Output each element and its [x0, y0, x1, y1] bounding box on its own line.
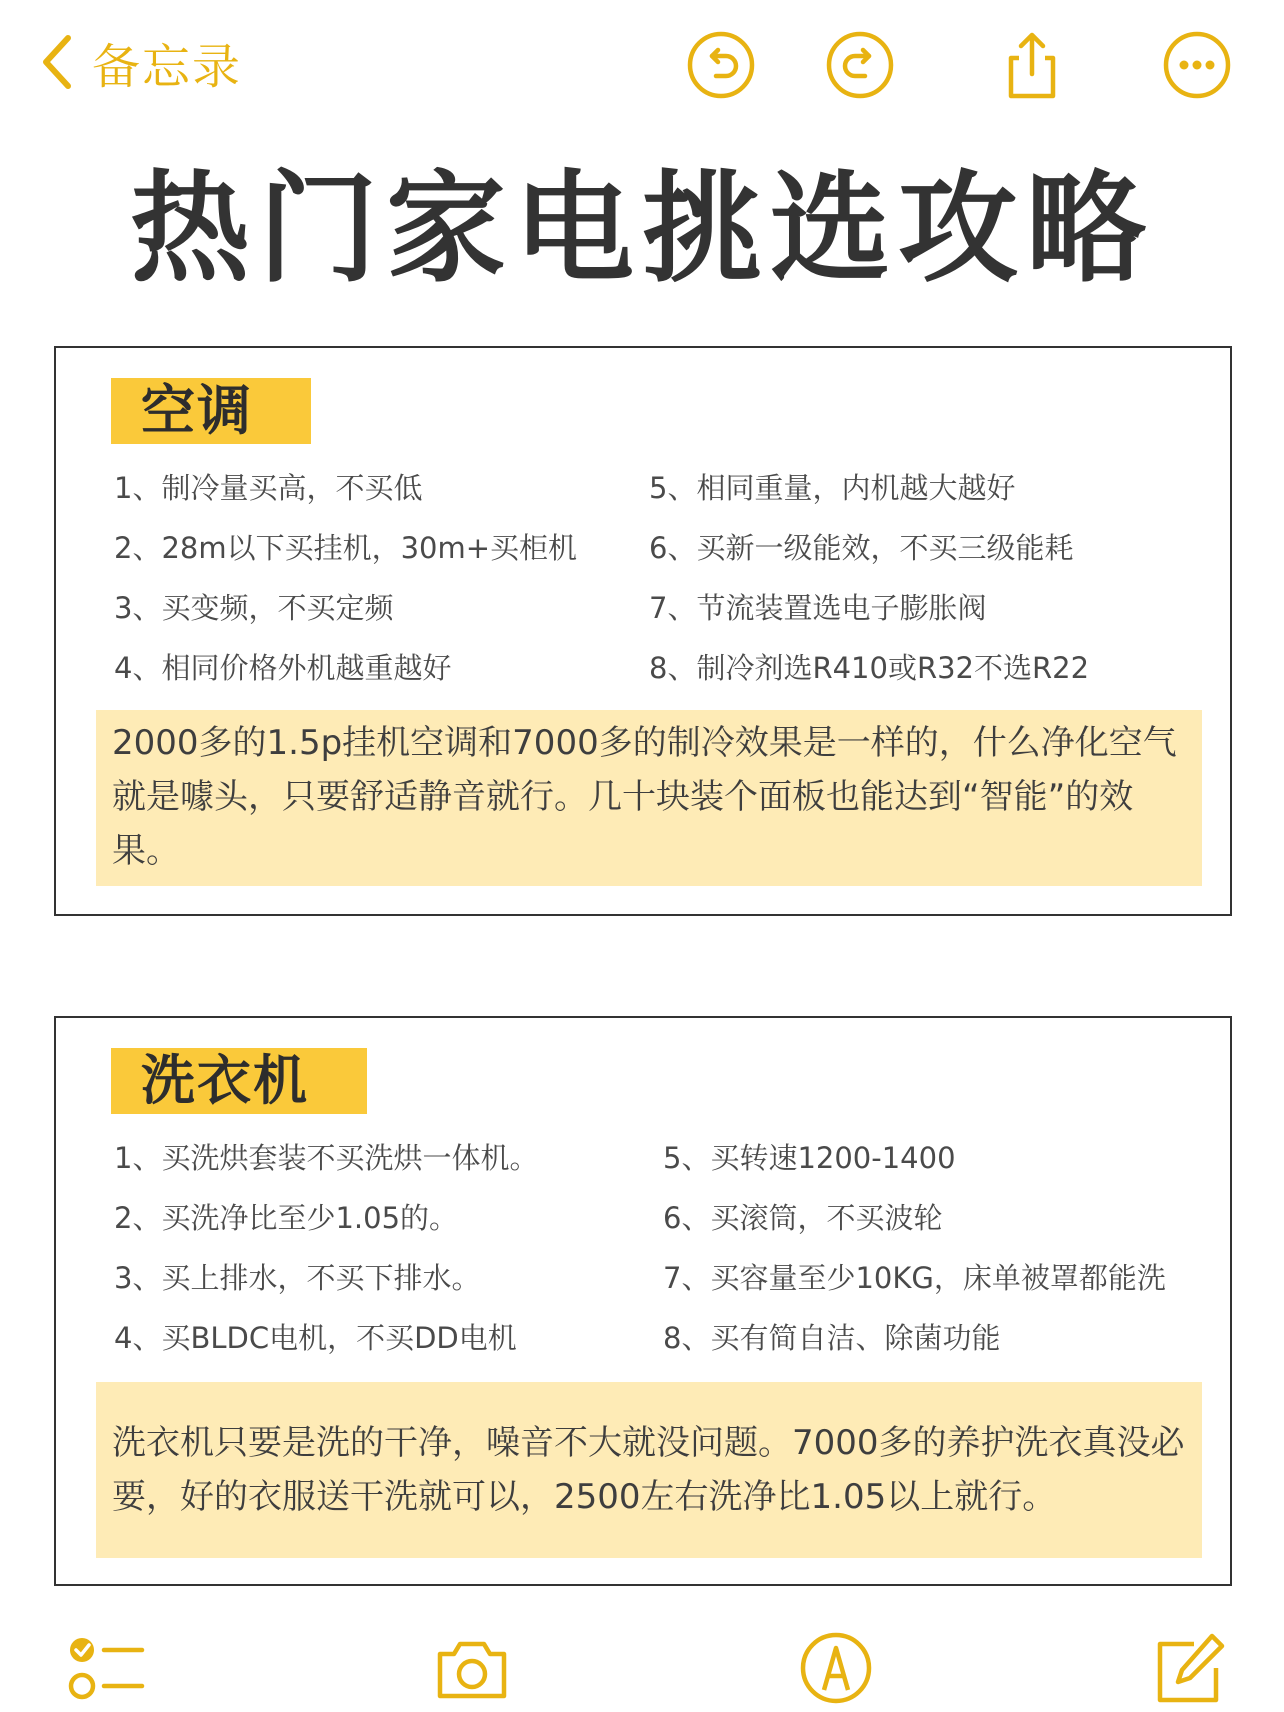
- section-tag: 洗衣机: [111, 1048, 367, 1114]
- undo-icon[interactable]: [686, 30, 756, 100]
- tip-item: 7、买容量至少10KG，床单被罩都能洗: [663, 1261, 1166, 1295]
- share-icon[interactable]: [997, 30, 1067, 100]
- section-card-ac: [54, 346, 1232, 916]
- tip-item: 3、买变频，不买定频: [114, 591, 394, 625]
- page-title: 热门家电挑选攻略: [130, 160, 1154, 299]
- compose-icon[interactable]: [1150, 1628, 1230, 1708]
- bottom-toolbar: [0, 1608, 1284, 1712]
- tip-item: 4、相同价格外机越重越好: [114, 651, 452, 685]
- highlight-note: 洗衣机只要是洗的干净，噪音不大就没问题。7000多的养护洗衣真没必要，好的衣服送干洗就可以，2500左右洗净比1.05以上就行。: [96, 1382, 1202, 1558]
- tips-column-right: [663, 1128, 1166, 1368]
- nav-bar: [0, 0, 1284, 130]
- tip-item: 8、买有简自洁、除菌功能: [663, 1321, 1001, 1355]
- tips-column-right: [649, 458, 1089, 698]
- tip-item: 8、制冷剂选R410或R32不选R22: [649, 651, 1090, 685]
- back-label: 备忘录: [92, 38, 243, 95]
- tips-column-left: [114, 1128, 538, 1368]
- tip-item: 1、买洗烘套装不买洗烘一体机。: [114, 1141, 539, 1175]
- back-button[interactable]: [38, 30, 242, 94]
- tips-list: [114, 458, 1224, 708]
- tip-item: 2、28m以下买挂机，30m+买柜机: [114, 531, 578, 565]
- tip-item: 3、买上排水，不买下排水。: [114, 1261, 481, 1295]
- section-tag: 空调: [111, 378, 311, 444]
- tips-column-left: [114, 458, 577, 698]
- section-card-washer: [54, 1016, 1232, 1586]
- tip-item: 1、制冷量买高，不买低: [114, 471, 423, 505]
- camera-icon[interactable]: [432, 1628, 512, 1708]
- tip-item: 7、节流装置选电子膨胀阀: [649, 591, 987, 625]
- more-icon[interactable]: [1162, 30, 1232, 100]
- chevron-left-icon: [38, 32, 74, 92]
- redo-icon[interactable]: [825, 30, 895, 100]
- highlight-note: 2000多的1.5p挂机空调和7000多的制冷效果是一样的，什么净化空气就是噱头，只要舒适静音就行。几十块装个面板也能达到“智能”的效果。: [96, 710, 1202, 886]
- tips-list: [114, 1128, 1224, 1378]
- tip-item: 6、买滚筒，不买波轮: [663, 1201, 943, 1235]
- tip-item: 5、相同重量，内机越大越好: [649, 471, 1016, 505]
- tip-item: 4、买BLDC电机，不买DD电机: [114, 1321, 517, 1355]
- tip-item: 5、买转速1200-1400: [663, 1141, 956, 1175]
- checklist-icon[interactable]: [66, 1628, 146, 1708]
- tip-item: 2、买洗净比至少1.05的。: [114, 1201, 459, 1235]
- markup-icon[interactable]: [796, 1628, 876, 1708]
- tip-item: 6、买新一级能效，不买三级能耗: [649, 531, 1074, 565]
